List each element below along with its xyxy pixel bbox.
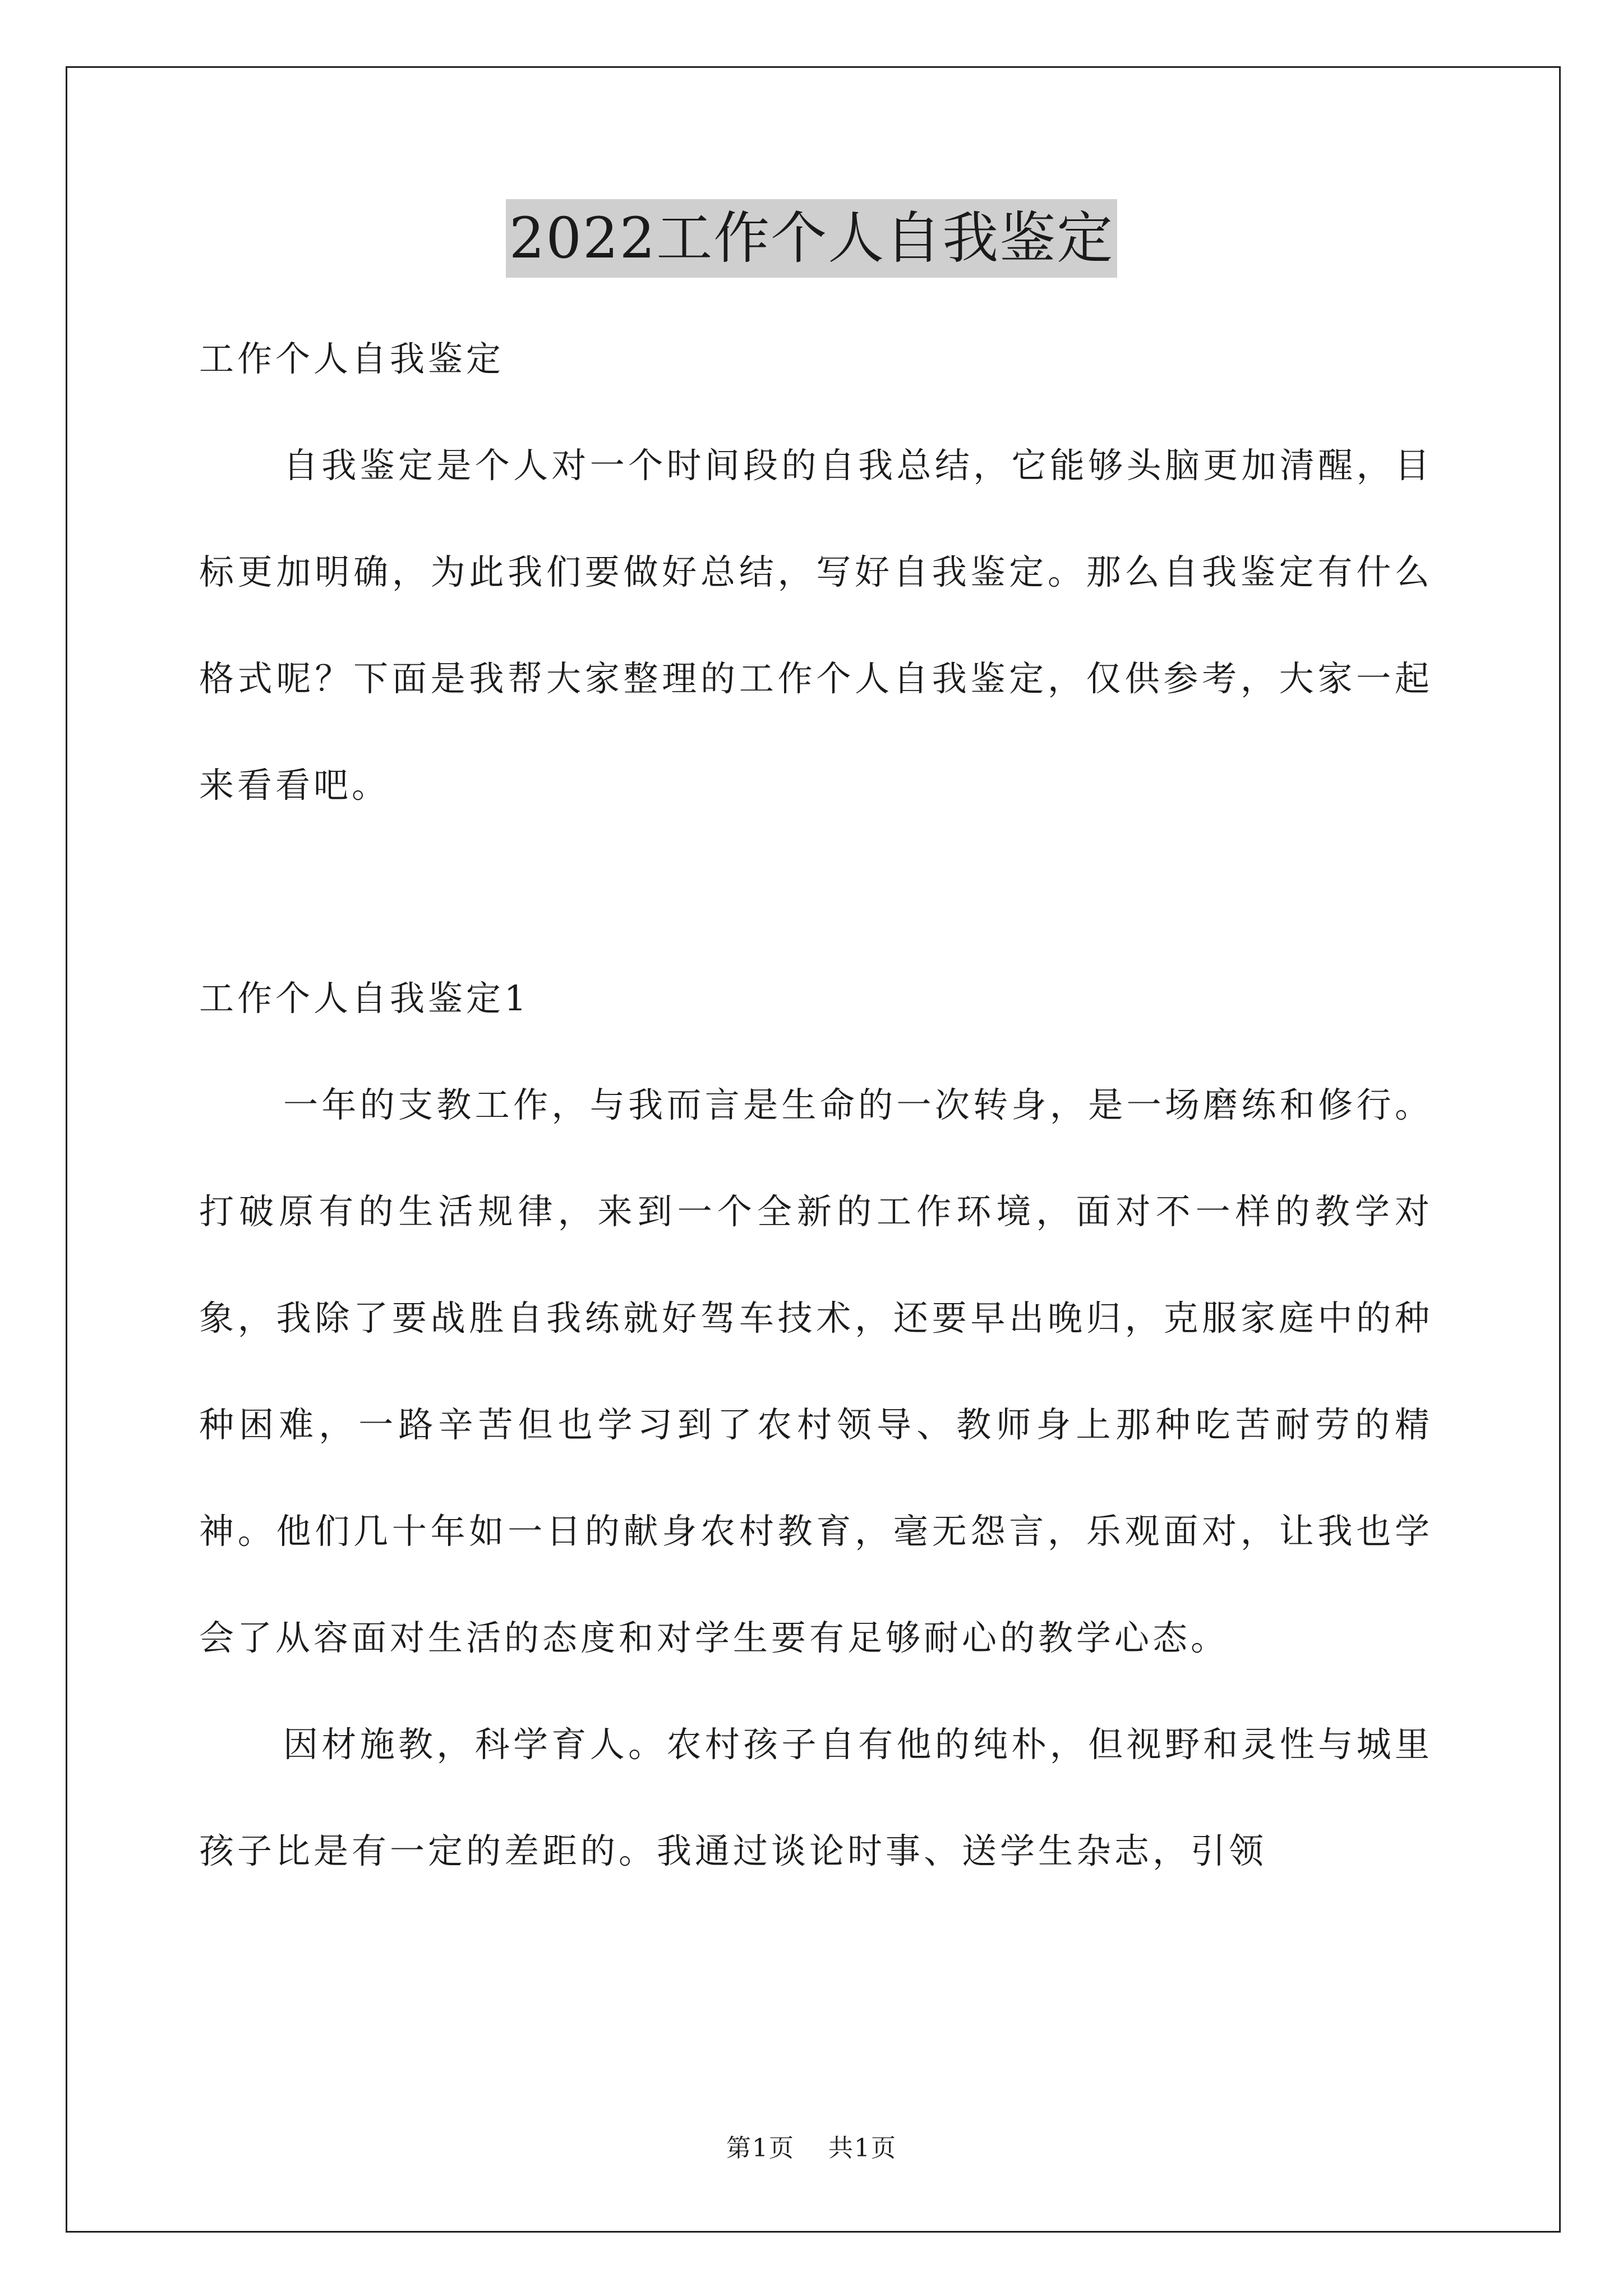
page-number-total: 共1页 — [828, 2134, 897, 2162]
page-number-current: 第1页 — [726, 2134, 795, 2162]
intro-paragraph: 自我鉴定是个人对一个时间段的自我总结，它能够头脑更加清醒，目标更加明确，为此我们要做好总结，写好自我鉴定。那么自我鉴定有什么格式呢？下面是我帮大家整理的工作个人自我鉴定，仅供参考，大家一起来看看吧。 — [199, 445, 1433, 806]
document-body — [199, 306, 1433, 1904]
title-container — [0, 199, 1623, 278]
section1-paragraph-1: 一年的支教工作，与我而言是生命的一次转身，是一场磨练和修行。打破原有的生活规律，来到一个全新的工作环境，面对不一样的教学对象，我除了要战胜自我练就好驾车技术，还要早出晚归，克服家庭中的种种困难，一路辛苦但也学习到了农村领导、教师身上那种吃苦耐劳的精神。他们几十年如一日的献身农村教育，毫无怨言，乐观面对，让我也学会了从容面对生活的态度和对学生要有足够耐心的教学心态。 — [199, 1084, 1433, 1658]
document-title: 2022工作个人自我鉴定 — [506, 199, 1118, 278]
page-footer — [0, 2132, 1623, 2165]
section-spacer — [199, 839, 1433, 945]
section1-paragraph-2: 因材施教，科学育人。农村孩子自有他的纯朴，但视野和灵性与城里孩子比是有一定的差距的。我通过谈论时事、送学生杂志，引领 — [199, 1724, 1433, 1871]
intro-heading: 工作个人自我鉴定 — [199, 338, 505, 379]
section1-heading: 工作个人自我鉴定1 — [199, 978, 530, 1019]
